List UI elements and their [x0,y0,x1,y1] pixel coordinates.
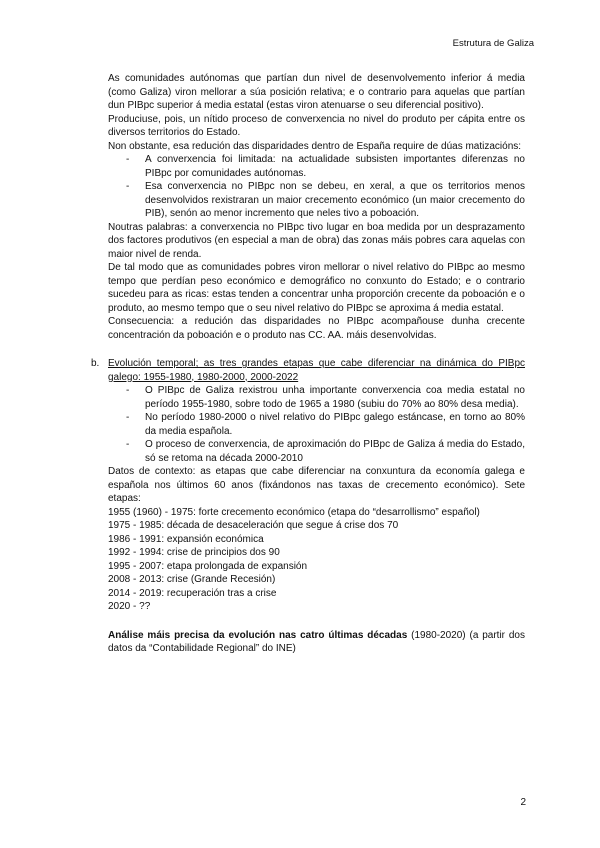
final-bold-text: Análise máis precisa da evolución nas catro últimas décadas [108,629,408,641]
page-number: 2 [520,797,526,808]
paragraph: Consecuencia: a redución das disparidades no PIBpc acompañouse dunha crecente concentración da poboación e o produto nas CC. AA. máis desenvolvidas. [108,316,525,341]
timeline-item: 2020 - ?? [108,601,151,612]
paragraph: Noutras palabras: a converxencia no PIBpc tivo lugar en boa medida por un desprazamento dos factores produtivos (en especial a man de obra) das zonas máis pobres cara aquelas con maior nivel de renda. [108,221,525,260]
list-item: - A converxencia foi limitada: na actualidade subsisten importantes diferenzas no PIBpc por comunidades autónomas. [108,153,525,180]
paragraph: As comunidades autónomas que partían dun nivel de desenvolvemento inferior á media (como Galiza) viron mellorar a súa posición relativa; e o contrario para aquelas que partían dun PIBpc superior á media estatal (estas viron atenuarse o seu diferencial positivo). [108,73,525,111]
list-item: - Esa converxencia no PIBpc non se debeu, en xeral, a que os territorios menos desenvolvidos rexistraran un maior crecemento económico (un maior crecemento do PIB), senón ao menor incremento que neles tivo a poboación. [108,180,525,221]
timeline-item: 2008 - 2013: crise (Grande Recesión) [108,574,276,585]
list-item: - O proceso de converxencia, de aproximación do PIBpc de Galiza á media do Estado, só se retoma na década 2000-2010 [108,438,525,465]
timeline-item: 1995 - 2007: etapa prolongada de expansión [108,560,308,572]
section-b [91,357,525,614]
timeline-item: 1986 - 1991: expansión económica [108,533,264,545]
list-item: - O PIBpc de Galiza rexistrou unha importante converxencia coa media estatal no período 1955-1980, sobre todo de 1965 a 1980 (subiu do 70% ao 80% desa media). [108,384,525,411]
context-paragraph: Datos de contexto: as etapas que cabe diferenciar na conxuntura da economía galega e española nos últimos 60 anos (fixándonos nas taxas de crecemento económico). Sete etapas: [108,466,525,504]
list-item: - No período 1980-2000 o nivel relativo do PIBpc galego estáncase, en torno ao 80% da media española. [108,411,525,438]
timeline-item: 1975 - 1985: década de desaceleración que segue á crise dos 70 [108,520,399,531]
matizacions-list [108,153,525,221]
final-paragraph [108,629,525,656]
paragraph: Produciuse, pois, un nítido proceso de converxencia no nivel do produto per cápita entre os diversos territorios do Estado. [108,113,525,138]
timeline [108,506,525,614]
paragraph: Non obstante, esa redución das disparidades dentro de España require de dúas matizacións: [108,140,522,152]
section-heading: Evolución temporal; as tres grandes etapas que cabe diferenciar na dinámica do PIBpc galego: 1955-1980, 1980-2000, 2000-2022 [108,358,525,383]
timeline-item: 1992 - 1994: crise de principios dos 90 [108,547,280,558]
paragraph: De tal modo que as comunidades pobres viron mellorar o nivel relativo do PIBpc ao mesmo tempo que perdían peso económico e demográfico no conxunto do Estado; e o contrario sucedeu para as ricas: estas tenden a concentrar unha proporción crecente da poboación e o produto, ao mesmo tempo que o seu nivel relativo do PIBpc se aproxima á media estatal. [108,262,525,314]
timeline-item: 2014 - 2019: recuperación tras a crise [108,587,277,599]
final-rest-text: (1980-2020) (a partir dos datos da “Contabilidade Regional” do INE) [108,629,525,654]
document-body [91,72,525,656]
stages-list [108,384,525,465]
list-marker: b. [91,358,100,369]
timeline-item: 1955 (1960) - 1975: forte crecemento económico (etapa do “desarrollismo” español) [108,506,480,518]
page-header: Estrutura de Galiza [452,38,534,49]
